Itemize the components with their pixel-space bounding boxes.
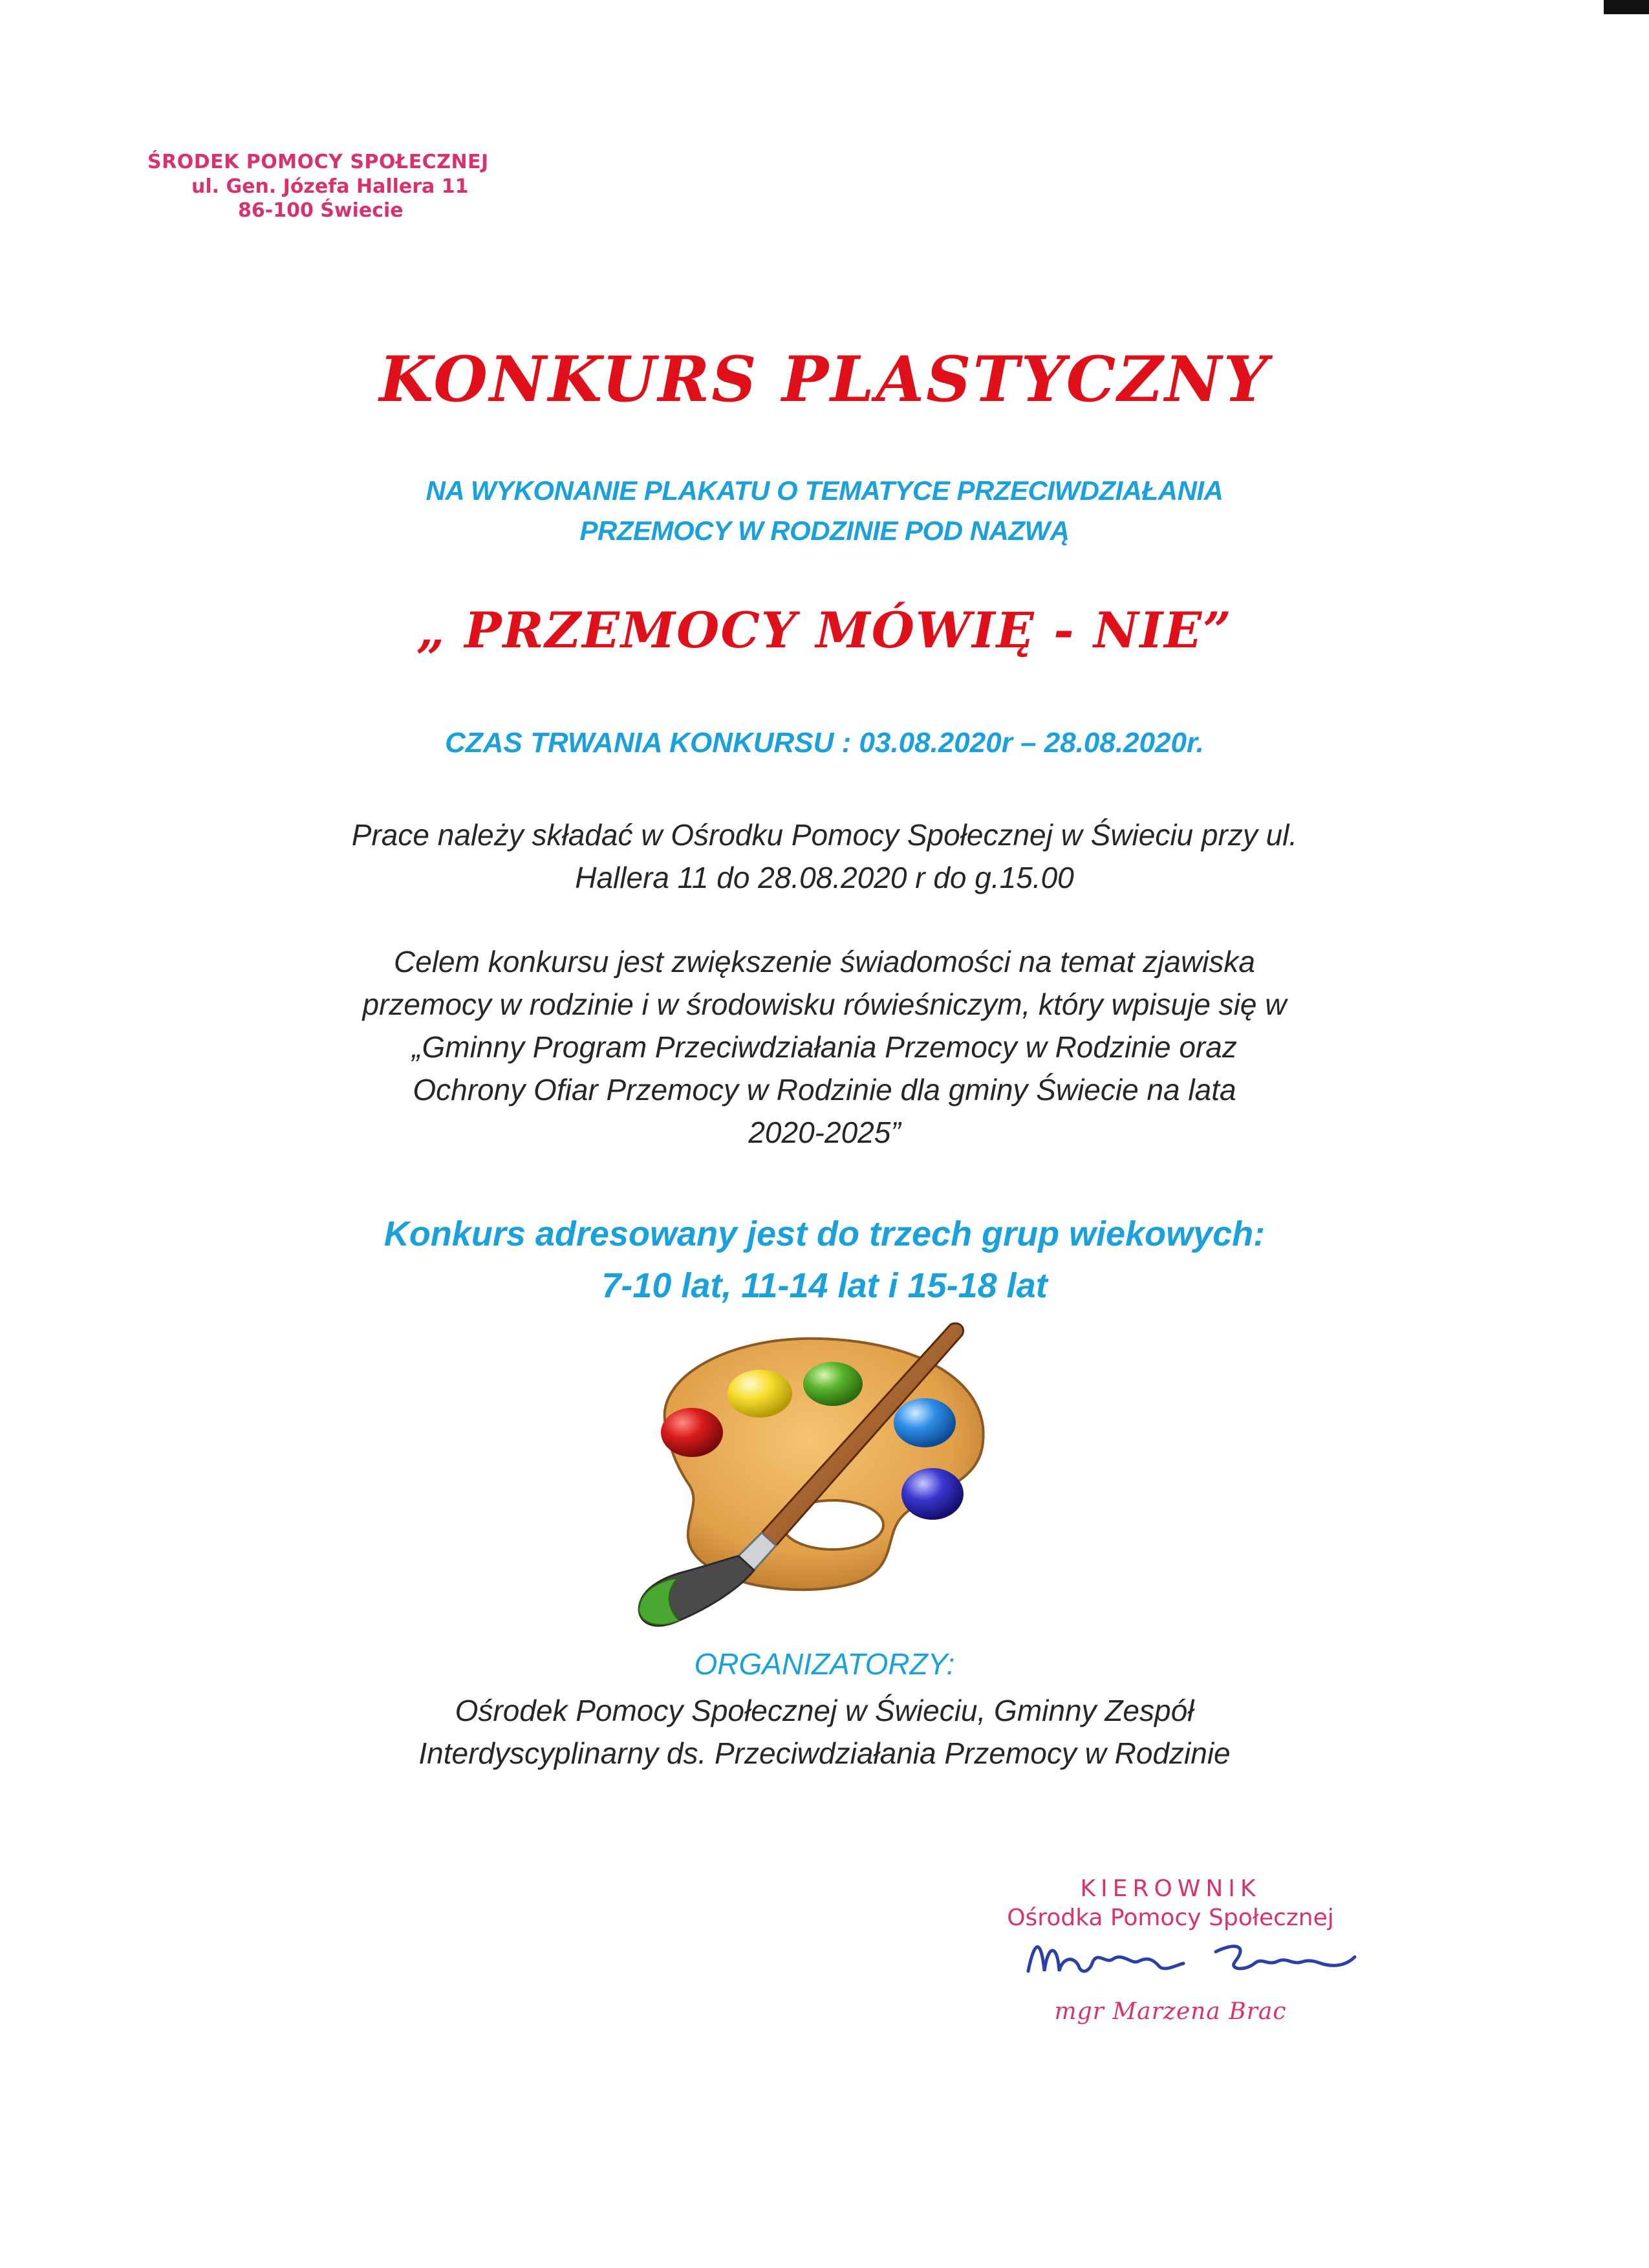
organizers-line-1: Ośrodek Pomocy Społecznej w Świeciu, Gminny Zespół — [455, 1694, 1194, 1727]
purpose-line-3: „Gminny Program Przeciwdziałania Przemocy w Rodzinie oraz — [412, 1030, 1237, 1064]
submission-line-1: Prace należy składać w Ośrodku Pomocy Społecznej w Świeciu przy ul. — [351, 818, 1298, 852]
handwritten-signature — [1022, 1926, 1358, 1997]
signatory-name: mgr Marzena Brac — [1054, 1998, 1287, 2025]
purpose-line-4: Ochrony Ofiar Przemocy w Rodzinie dla gminy Świecie na lata — [413, 1073, 1236, 1107]
purpose-line-1: Celem konkursu jest zwiększenie świadomości na temat zjawiska — [394, 945, 1255, 978]
contest-duration: CZAS TRWANIA KONKURSU : 03.08.2020r – 28.08.2020r. — [445, 727, 1204, 759]
signatory-role: KIEROWNIK — [1080, 1875, 1261, 1902]
organizers-heading: ORGANIZATORZY: — [694, 1647, 955, 1681]
stamp-line-1: ŚRODEK POMOCY SPOŁECZNEJ — [147, 151, 489, 173]
audience-line-2: 7-10 lat, 11-14 lat i 15-18 lat — [601, 1266, 1048, 1305]
purpose-line-2: przemocy w rodzinie i w środowisku rówieśniczym, który wpisuje się w — [362, 988, 1287, 1021]
signatory-organization: Ośrodka Pomocy Społecznej — [1007, 1905, 1334, 1931]
document-subtitle — [0, 471, 1649, 551]
contest-purpose — [0, 940, 1649, 1154]
subtitle-line-2: PRZEMOCY W RODZINIE POD NAZWĄ — [579, 515, 1070, 546]
subtitle-line-1: NA WYKONANIE PLAKATU O TEMATYCE PRZECIWDZIAŁANIA — [426, 475, 1223, 506]
stamp-line-3: 86-100 Świecie — [238, 199, 404, 222]
target-audience — [0, 1208, 1649, 1312]
institution-stamp — [147, 150, 510, 223]
submission-info — [0, 814, 1649, 899]
stamp-line-2: ul. Gen. Józefa Hallera 11 — [191, 175, 469, 198]
paint-palette-icon — [627, 1319, 1002, 1630]
document-title: KONKURS PLASTYCZNY — [379, 343, 1270, 416]
submission-line-2: Hallera 11 do 28.08.2020 r do g.15.00 — [575, 861, 1074, 894]
scan-edge-mark — [1604, 0, 1649, 14]
contest-slogan: „ PRZEMOCY MÓWIĘ - NIE” — [416, 601, 1233, 659]
organizers-list — [0, 1689, 1649, 1775]
purpose-line-5: 2020-2025” — [748, 1116, 901, 1149]
signature-block — [951, 1875, 1390, 2025]
audience-line-1: Konkurs adresowany jest do trzech grup wiekowych: — [383, 1215, 1266, 1253]
organizers-line-2: Interdyscyplinarny ds. Przeciwdziałania Przemocy w Rodzinie — [418, 1736, 1231, 1770]
